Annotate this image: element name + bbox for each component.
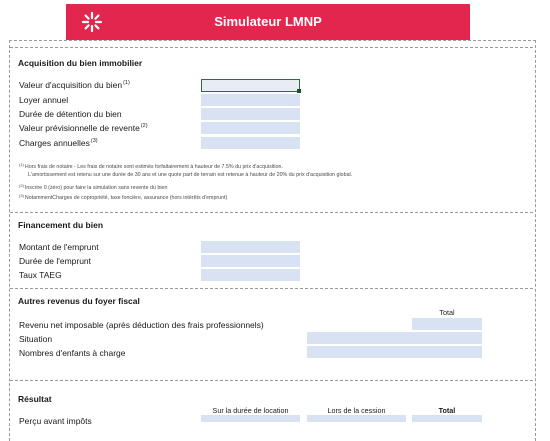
input-valeur-acquisition[interactable] [201, 79, 300, 92]
section-title-autres-revenus: Autres revenus du foyer fiscal [18, 296, 140, 306]
section-title-financement: Financement du bien [18, 220, 104, 230]
input-revenu-net-imposable[interactable] [412, 318, 482, 330]
section-divider [10, 212, 533, 213]
label-revenu-net-imposable: Revenu net imposable (après déduction des frais professionnels) [19, 320, 264, 330]
label-situation: Situation [19, 334, 53, 344]
input-duree-emprunt[interactable] [201, 255, 300, 267]
input-nombre-enfants[interactable] [307, 346, 482, 358]
section-divider [10, 380, 533, 381]
output-percu-total [412, 415, 482, 422]
footnote: $^{(2)}$Inscrire 0 (zéro) pour faire la simulation sans revente du bien [19, 183, 168, 191]
input-loyer-annuel[interactable] [201, 94, 300, 106]
column-header-duree-location: Sur la durée de location [212, 406, 289, 415]
label-percu-avant-impots: Perçu avant impôts [19, 416, 92, 426]
output-percu-duree-location [201, 415, 300, 422]
footnote: L'amortissement est retenu sur une durée de 30 ans et une quote part de terrain est retenue à hauteur de 20% du prix d'acquisition global. [28, 172, 353, 178]
page-title: Simulateur LMNP [214, 14, 322, 29]
column-header-total: Total [439, 308, 455, 317]
label-loyer-annuel: Loyer annuel [19, 95, 69, 105]
label-duree-emprunt: Durée de l'emprunt [19, 256, 92, 266]
input-valeur-revente[interactable] [201, 122, 300, 134]
input-duree-detention[interactable] [201, 108, 300, 120]
output-percu-cession [307, 415, 406, 422]
footnote: $^{(1)}$Hors frais de notaire - Les frais de notaire sont estimés forfaitairement à hauteur de 7.5% du prix d'acquisition. [19, 162, 283, 170]
input-charges-annuelles[interactable] [201, 137, 300, 149]
select-situation[interactable] [307, 332, 482, 344]
header-banner [66, 4, 470, 40]
label-taux-taeg: Taux TAEG [19, 270, 62, 280]
footnote: $^{(3)}$NotammentCharges de copropriété, taxe foncière, assurance (hors intérêts d'emprunt) [19, 193, 228, 201]
column-header-cession: Lors de la cession [327, 406, 386, 415]
cell-fill-handle[interactable] [297, 89, 301, 93]
section-title-resultat: Résultat [18, 394, 52, 404]
label-valeur-acquisition: Valeur d'acquisition du bien$^{(1)}$ [19, 80, 130, 90]
section-title-acquisition: Acquisition du bien immobilier [18, 58, 143, 68]
label-duree-detention: Durée de détention du bien [19, 109, 122, 119]
section-divider [10, 47, 533, 48]
section-divider [10, 288, 533, 289]
label-montant-emprunt: Montant de l'emprunt [19, 242, 99, 252]
label-nombre-enfants: Nombres d'enfants à charge [19, 348, 126, 358]
label-valeur-revente: Valeur prévisionnelle de revente$^{(2)}$ [19, 123, 148, 133]
input-montant-emprunt[interactable] [201, 241, 300, 253]
column-header-total: Total [438, 406, 456, 415]
label-charges-annuelles: Charges annuelles$^{(3)}$ [19, 138, 98, 148]
input-taux-taeg[interactable] [201, 269, 300, 281]
